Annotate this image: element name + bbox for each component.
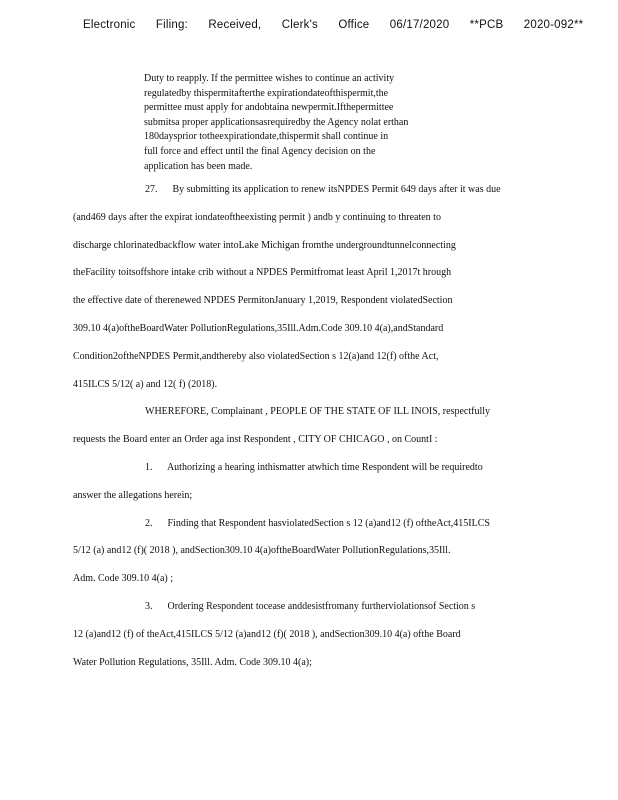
header-pcb: **PCB: [469, 19, 504, 31]
header-received: Received,: [208, 19, 262, 31]
quote-line: 180daysprior totheexpirationdate,thispermit shall continue in: [144, 131, 389, 143]
body-line: 12 (a)and12 (f) of theAct,415ILCS 5/12 (a)and12 (f)( 2018 ), andSection309.10 4(a) ofthe Board: [73, 628, 461, 640]
body-line: 5/12 (a) and12 (f)( 2018 ), andSection309.10 4(a)oftheBoardWater PollutionRegulations,35Ill.: [73, 545, 451, 557]
body-line: 309.10 4(a)oftheBoardWater PollutionRegulations,35Ill.Adm.Code 309.10 4(a),andStandard: [73, 323, 444, 334]
quote-line: regulatedby thispermitafterthe expirationdateofthispermit,the: [144, 87, 389, 99]
header-clerks: Clerk's: [281, 19, 318, 31]
header-office: Office: [338, 19, 370, 31]
quote-line: application has been made.: [144, 160, 253, 172]
body-line: answer the allegations herein;: [73, 489, 193, 501]
body-line: the effective date of therenewed NPDES PermitonJanuary 1,2019, Respondent violatedSection: [73, 295, 453, 307]
header-date: 06/17/2020: [389, 19, 450, 31]
body-line: theFacility toitsoffshore intake crib without a NPDES Permitfromat least April 1,2017t hrough: [73, 267, 452, 279]
body-line: 415ILCS 5/12( a) and 12( f) (2018).: [73, 378, 218, 390]
body-line: requests the Board enter an Order aga inst Respondent , CITY OF CHICAGO , on CountI :: [73, 434, 438, 446]
body-line: Adm. Code 309.10 4(a) ;: [73, 573, 173, 585]
body-line: 27. By submitting its application to renew itsNPDES Permit 649 days after it was due: [145, 184, 501, 195]
header-filing: Filing:: [155, 19, 188, 31]
quote-line: full force and effect until the final Agency decision on the: [144, 145, 376, 157]
quote-line: permittee must apply for andobtaina newpermit.Ifthepermittee: [144, 102, 394, 114]
body-line: 1. Authorizing a hearing inthismatter atwhich time Respondent will be requiredto: [145, 462, 483, 473]
body-line: Water Pollution Regulations, 35Ill. Adm. Code 309.10 4(a);: [73, 656, 312, 668]
block-quote: [144, 72, 444, 174]
body-line: discharge chlorinatedbackflow water intoLake Michigan fromthe undergroundtunnelconnecting: [73, 239, 456, 251]
filing-stamp-header: [83, 19, 584, 31]
quote-line: Duty to reapply. If the permittee wishes to continue an activity: [144, 73, 395, 84]
body-line: (and469 days after the expirat iondateoftheexisting permit ) andb y continuing to threaten to: [73, 211, 441, 223]
header-docket: 2020-092**: [523, 19, 584, 31]
body-line: 2. Finding that Respondent hasviolatedSection s 12 (a)and12 (f) oftheAct,415ILCS: [145, 517, 490, 529]
body-line: Condition2oftheNPDES Permit,andthereby also violatedSection s 12(a)and 12(f) ofthe Act,: [73, 350, 439, 362]
header-electronic: Electronic: [83, 19, 136, 31]
quote-line: submitsa proper applicationsasrequiredby the Agency nolat erthan: [144, 116, 409, 128]
body-line: 3. Ordering Respondent tocease anddesistfromany furtherviolationsof Section s: [145, 601, 476, 612]
body-line: WHEREFORE, Complainant , PEOPLE OF THE STATE OF ILL INOIS, respectfully: [145, 406, 491, 418]
